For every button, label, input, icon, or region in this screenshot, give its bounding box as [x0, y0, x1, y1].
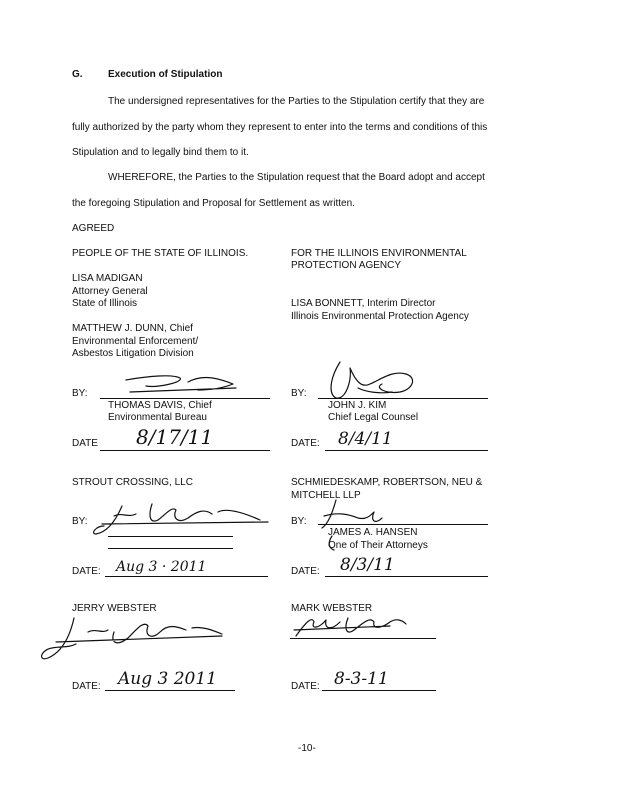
section-title: Execution of Stipulation [108, 69, 223, 80]
agency-heading-2: PROTECTION AGENCY [291, 260, 402, 271]
agency-date-value: 8/4/11 [338, 429, 393, 449]
agency-date-label: DATE: [291, 438, 320, 449]
law-firm-signer-name: JAMES A. HANSEN [328, 527, 418, 538]
mark-webster-signature-line [290, 638, 436, 639]
paragraph-1-line-1: The undersigned representatives for the Parties to the Stipulation certify that they are [108, 96, 485, 107]
law-firm-date-line [325, 576, 488, 577]
chief-title-2: Asbestos Litigation Division [72, 348, 194, 359]
chief-name: MATTHEW J. DUNN, Chief [72, 323, 193, 334]
paragraph-1-line-3: Stipulation and to legally bind them to it. [72, 147, 249, 158]
agency-signature-line [318, 398, 488, 399]
agreed-label: AGREED [72, 223, 115, 234]
agency-signer-title: Chief Legal Counsel [328, 412, 419, 423]
jerry-webster-date-line [105, 690, 235, 691]
mark-webster-date-value: 8-3-11 [334, 669, 389, 689]
chief-title-1: Environmental Enforcement/ [72, 336, 199, 347]
strout-by-label: BY: [72, 516, 88, 527]
agency-director-name: LISA BONNETT, Interim Director [291, 298, 436, 309]
attorney-general-state: State of Illinois [72, 298, 138, 309]
law-firm-date-label: DATE: [291, 566, 320, 577]
paragraph-2-line-1: WHEREFORE, the Parties to the Stipulation request that the Board adopt and accept [108, 172, 485, 183]
agency-by-label: BY: [291, 388, 307, 399]
agency-heading-1: FOR THE ILLINOIS ENVIRONMENTAL [291, 248, 467, 259]
strout-heading: STROUT CROSSING, LLC [72, 477, 193, 488]
people-by-label: BY: [72, 388, 88, 399]
people-date-line [100, 450, 270, 451]
mark-webster-date-label: DATE: [291, 681, 320, 692]
law-firm-heading-2: MITCHELL LLP [291, 490, 361, 501]
thomas-davis-signature [118, 368, 248, 398]
attorney-general-title: Attorney General [72, 286, 148, 297]
people-signature-line [100, 398, 270, 399]
jerry-webster-date-label: DATE: [72, 681, 101, 692]
strout-signature-line-2 [108, 548, 233, 549]
strout-date-value: Aug 3 · 2011 [116, 559, 207, 575]
law-firm-heading-1: SCHMIEDESKAMP, ROBERTSON, NEU & [291, 477, 483, 488]
law-firm-date-value: 8/3/11 [340, 555, 395, 575]
agency-date-line [325, 450, 488, 451]
people-signer-name: THOMAS DAVIS, Chief [108, 400, 212, 411]
jerry-webster-name: JERRY WEBSTER [72, 603, 157, 614]
agency-director-title: Illinois Environmental Protection Agency [291, 311, 469, 322]
strout-date-line [105, 576, 268, 577]
jerry-webster-date-value: Aug 3 2011 [118, 669, 217, 689]
jerry-webster-signature [36, 612, 226, 672]
strout-date-label: DATE: [72, 566, 101, 577]
mark-webster-name: MARK WEBSTER [291, 603, 373, 614]
law-firm-by-label: BY: [291, 516, 307, 527]
agency-signer-name: JOHN J. KIM [328, 400, 387, 411]
page-number: -10- [298, 743, 316, 754]
people-date-label: DATE [72, 438, 98, 449]
paragraph-1-line-2: fully authorized by the party whom they represent to enter into the terms and conditions of this [72, 122, 488, 133]
paragraph-2-line-2: the foregoing Stipulation and Proposal for Settlement as written. [72, 198, 355, 209]
law-firm-signature-line [318, 524, 488, 525]
strout-signature-line-1 [108, 536, 233, 537]
mark-webster-date-line [322, 690, 436, 691]
people-signer-title: Environmental Bureau [108, 412, 207, 423]
section-label: G. [72, 69, 83, 80]
law-firm-signer-title: One of Their Attorneys [328, 540, 428, 551]
attorney-general-name: LISA MADIGAN [72, 273, 143, 284]
people-date-value: 8/17/11 [136, 425, 214, 449]
people-heading: PEOPLE OF THE STATE OF ILLINOIS. [72, 248, 249, 259]
